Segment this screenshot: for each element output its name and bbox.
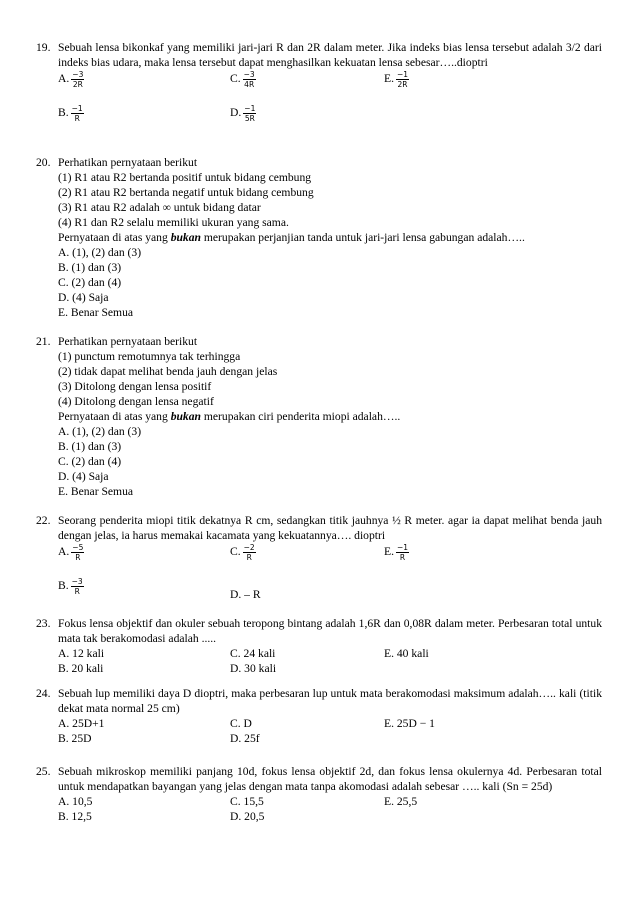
question-23 — [36, 616, 602, 676]
option-d: D. 20,5 — [230, 810, 265, 823]
options-row-1 — [58, 794, 602, 809]
options-row-2 — [58, 661, 602, 676]
option-d: D. (4) Saja — [58, 291, 109, 304]
options-row-2 — [58, 104, 602, 138]
option-d: D. 25f — [230, 732, 260, 745]
option-a: A. 25D+1 — [58, 717, 105, 730]
question-text: Seorang penderita miopi titik dekatnya R cm, sedangkan titik jauhnya ½ R meter. agar ia dapat melihat benda jauh dengan jelas, ia harus memakai kacamata yang kekuatannya…. dioptri — [58, 514, 602, 542]
statement-1: (1) R1 atau R2 bertanda positif untuk bidang cembung — [58, 171, 312, 184]
question-intro: Perhatikan pernyataan berikut — [58, 156, 198, 169]
question-text: Sebuah mikroskop memiliki panjang 10d, fokus lensa objektif 2d, dan fokus lensa okulernya 4d. Perbesaran total untuk mendapatkan bayangan yang jelas dengan mata tanpa akomodasi adalah sebesar ….. kali (Sn = 25d) — [58, 765, 602, 793]
option-e: E. 40 kali — [384, 647, 429, 660]
option-a: A. (1), (2) dan (3) — [58, 246, 142, 259]
options-row-1 — [58, 716, 602, 731]
option-b: B. (1) dan (3) — [58, 440, 122, 453]
option-c: C. (2) dan (4) — [58, 276, 122, 289]
option-e: E. $\frac{-1}{2R}$ — [384, 70, 409, 89]
option-a: A. 10,5 — [58, 795, 93, 808]
question-intro: Perhatikan pernyataan berikut — [58, 335, 198, 348]
option-d: D. – R — [230, 588, 261, 601]
option-c: C. (2) dan (4) — [58, 455, 122, 468]
question-21 — [36, 334, 602, 499]
question-24 — [36, 686, 602, 746]
option-d: D. (4) Saja — [58, 470, 109, 483]
fraction: $\frac{-1}{2R}$ — [396, 70, 409, 89]
option-b: B. 25D — [58, 732, 92, 745]
statement-4: (4) Ditolong dengan lensa negatif — [58, 395, 214, 408]
option-a: A. $\frac{-3}{2R}$ — [58, 70, 84, 89]
option-d: D. 30 kali — [230, 662, 277, 675]
option-b: B. $\frac{-1}{R}$ — [58, 104, 83, 123]
options-row-1 — [58, 543, 602, 577]
question-prompt: Pernyataan di atas yang bukan merupakan perjanjian tanda untuk jari-jari lensa gabungan adalah….. — [58, 231, 525, 244]
question-number: 24. — [36, 687, 51, 700]
statement-3: (3) R1 atau R2 adalah ∞ untuk bidang datar — [58, 201, 261, 214]
option-c: C. D — [230, 717, 252, 730]
fraction: $\frac{-1}{5R}$ — [244, 104, 256, 123]
options-row-2 — [58, 731, 602, 746]
question-number: 21. — [36, 335, 51, 348]
option-e: E. Benar Semua — [58, 485, 134, 498]
fraction: $\frac{-2}{R}$ — [243, 543, 255, 562]
option-c: C. $\frac{-2}{R}$ — [230, 543, 255, 562]
option-b: B. 20 kali — [58, 662, 104, 675]
option-d: D. $\frac{-1}{5R}$ — [230, 104, 256, 123]
question-number: 25. — [36, 765, 51, 778]
option-b: B. 12,5 — [58, 810, 92, 823]
statement-2: (2) tidak dapat melihat benda jauh dengan jelas — [58, 365, 278, 378]
fraction: $\frac{-3}{2R}$ — [72, 70, 84, 89]
question-20 — [36, 155, 602, 320]
option-e: E. Benar Semua — [58, 306, 134, 319]
option-b: B. $\frac{-3}{R}$ — [58, 577, 83, 596]
question-number: 22. — [36, 514, 51, 527]
fraction: $\frac{-3}{R}$ — [71, 577, 83, 596]
question-22 — [36, 513, 602, 611]
question-19 — [36, 40, 602, 138]
question-text: Fokus lensa objektif dan okuler sebuah teropong bintang adalah 1,6R dan 0,08R dalam meter. Perbesaran total untuk mata tak berakomodasi adalah ..... — [58, 617, 602, 645]
question-prompt: Pernyataan di atas yang bukan merupakan ciri penderita miopi adalah….. — [58, 410, 401, 423]
option-b: B. (1) dan (3) — [58, 261, 122, 274]
option-c: C. 24 kali — [230, 647, 276, 660]
option-c: C. $\frac{-3}{4R}$ — [230, 70, 255, 89]
option-e: E. 25D − 1 — [384, 717, 435, 730]
fraction: $\frac{-1}{R}$ — [71, 104, 83, 123]
option-c: C. 15,5 — [230, 795, 264, 808]
question-number: 20. — [36, 156, 51, 169]
option-a: A. 12 kali — [58, 647, 105, 660]
statement-2: (2) R1 atau R2 bertanda negatif untuk bidang cembung — [58, 186, 314, 199]
fraction: $\frac{-1}{R}$ — [396, 543, 409, 562]
question-text: Sebuah lup memiliki daya D dioptri, maka perbesaran lup untuk mata berakomodasi maksimum adalah….. kali (titik dekat mata normal 25 cm) — [58, 687, 602, 715]
statement-1: (1) punctum remotumnya tak terhingga — [58, 350, 241, 363]
options-row-2 — [58, 577, 602, 611]
fraction: $\frac{-5}{R}$ — [72, 543, 84, 562]
options-row-2 — [58, 809, 602, 824]
statement-3: (3) Ditolong dengan lensa positif — [58, 380, 212, 393]
question-number: 23. — [36, 617, 51, 630]
statement-4: (4) R1 dan R2 selalu memiliki ukuran yang sama. — [58, 216, 289, 229]
options-row-1 — [58, 70, 602, 104]
question-text: Sebuah lensa bikonkaf yang memiliki jari-jari R dan 2R dalam meter. Jika indeks bias lensa tersebut adalah 3/2 dari indeks bias udara, maka lensa tersebut dapat menghasilkan kekuatan lensa sebesar…..dioptri — [58, 41, 602, 69]
option-a: A. (1), (2) dan (3) — [58, 425, 142, 438]
option-a: A. $\frac{-5}{R}$ — [58, 543, 84, 562]
option-e: E. 25,5 — [384, 795, 418, 808]
fraction: $\frac{-3}{4R}$ — [243, 70, 255, 89]
question-number: 19. — [36, 41, 51, 54]
option-e: E. $\frac{-1}{R}$ — [384, 543, 409, 562]
options-row-1 — [58, 646, 602, 661]
question-25 — [36, 764, 602, 824]
